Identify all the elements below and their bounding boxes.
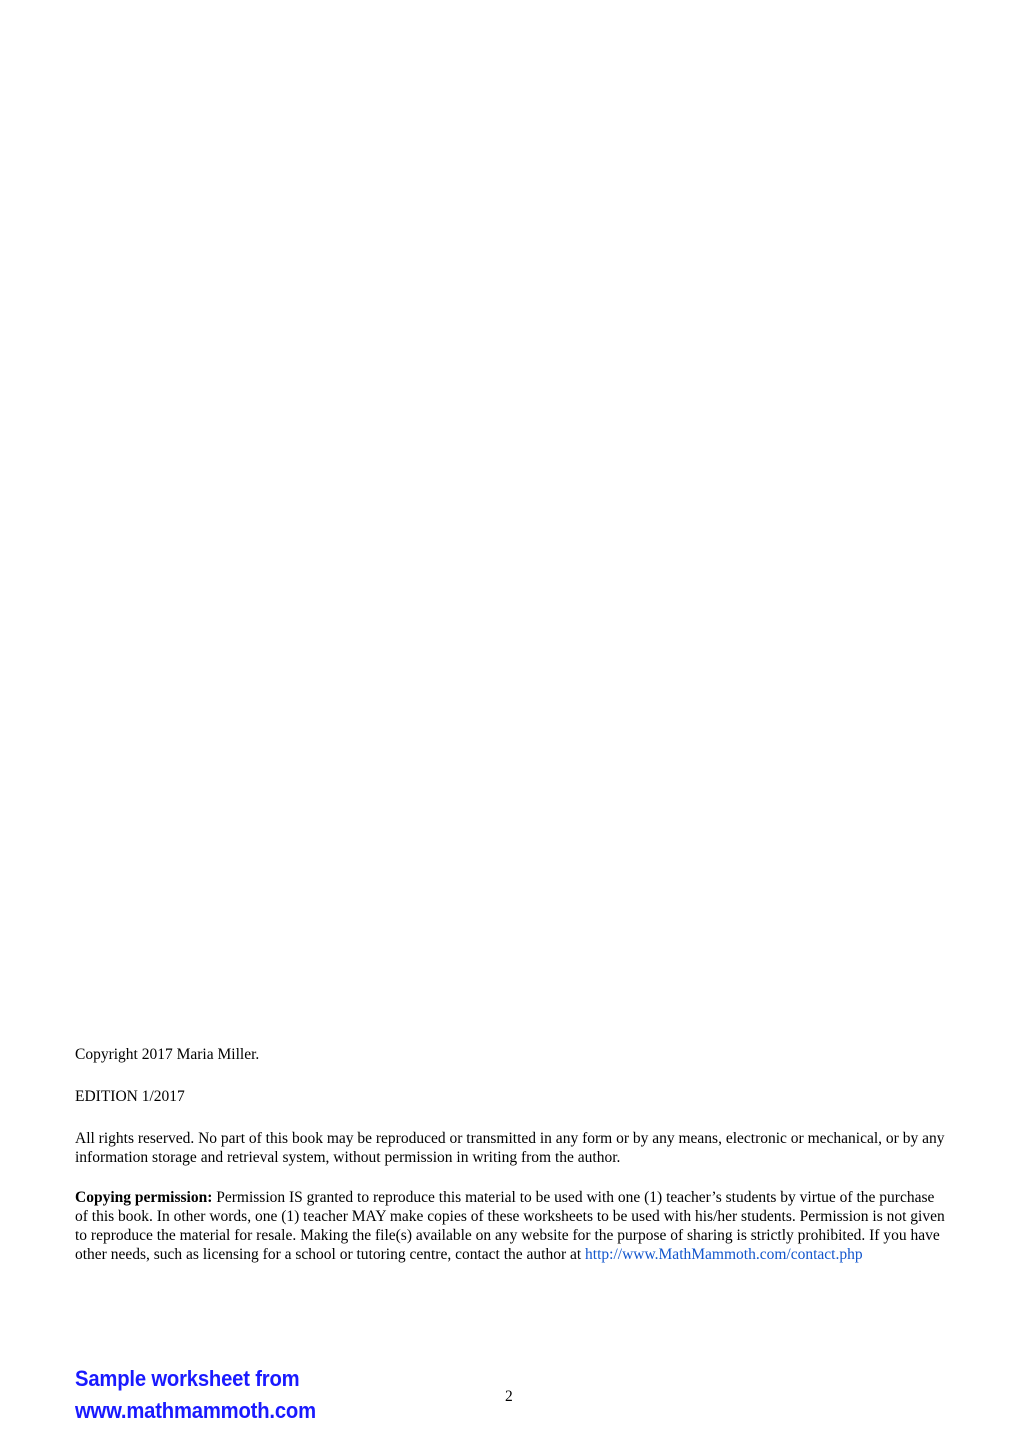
sample-worksheet-line: Sample worksheet from xyxy=(75,1366,300,1391)
sample-worksheet-footer xyxy=(75,1363,316,1427)
edition-line: EDITION 1/2017 xyxy=(75,1088,185,1105)
contact-link[interactable]: http://www.MathMammoth.com/contact.php xyxy=(585,1246,863,1263)
rights-paragraph: All rights reserved. No part of this book may be reproduced or transmitted in any form or by any means, electronic or mechanical, or by any information storage and retrieval system, without permission in writing from the author. xyxy=(75,1130,945,1166)
copying-permission-paragraph xyxy=(75,1188,945,1264)
copyright-line: Copyright 2017 Maria Miller. xyxy=(75,1046,260,1063)
copying-permission-label: Copying permission: xyxy=(75,1189,213,1206)
copyright-section xyxy=(75,1045,945,1285)
website-line: www.mathmammoth.com xyxy=(75,1398,316,1423)
page-number: 2 xyxy=(505,1388,513,1405)
copying-permission-text: Permission IS granted to reproduce this material to be used with one (1) teacher’s students by virtue of the purchase of this book. In other words, one (1) teacher MAY make copies of these worksheets to be used with his/her students. Permission is not given to reproduce the material for resale. Making the file(s) available on any website for the purpose of sharing is strictly prohibited. If you have other needs, such as licensing for a school or tutoring centre, contact the author at xyxy=(75,1189,945,1263)
